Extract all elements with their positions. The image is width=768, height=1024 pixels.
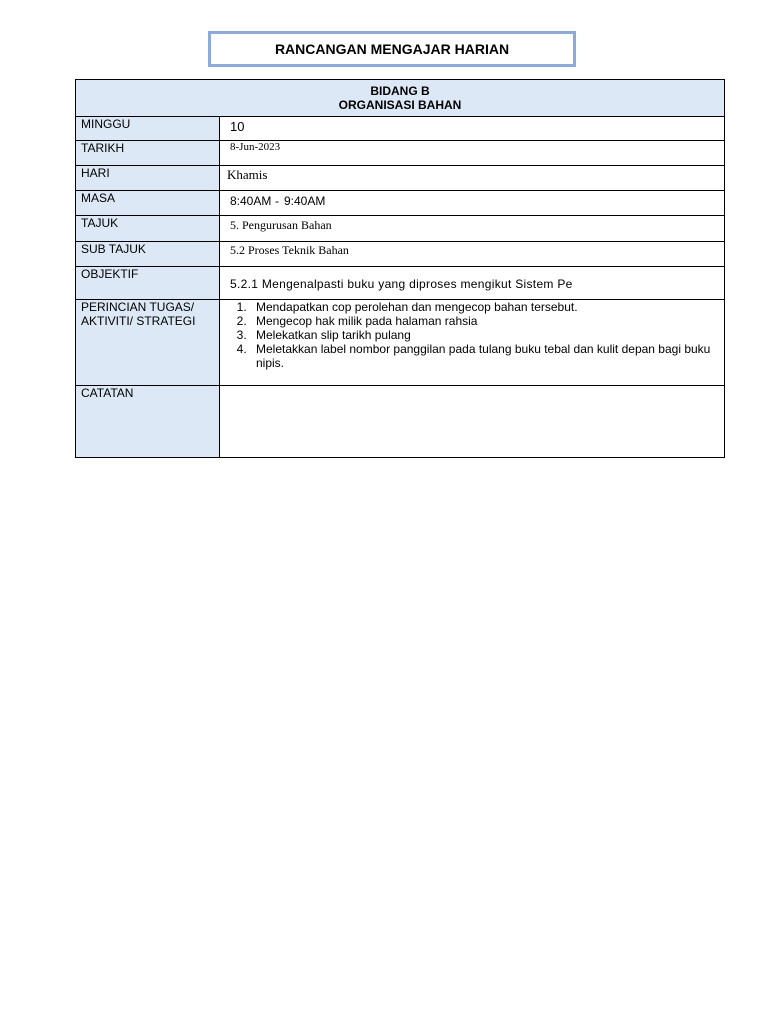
label-tarikh: TARIKH [76, 141, 220, 166]
label-objektif: OBJEKTIF [76, 267, 220, 300]
value-masa [220, 191, 725, 216]
table-header [76, 80, 725, 117]
label-catatan: CATATAN [76, 386, 220, 458]
label-tajuk: TAJUK [76, 216, 220, 242]
list-item: 2. Mengecop hak milik pada halaman rahsia [250, 314, 712, 328]
label-sub-tajuk: SUB TAJUK [76, 242, 220, 267]
list-item: 4. Meletakkan label nombor panggilan pada tulang buku tebal dan kulit depan bagi buku nipis. [250, 342, 712, 370]
value-hari: Khamis [220, 166, 725, 191]
value-tajuk-text: 5. Pengurusan Bahan [230, 218, 332, 232]
header-line-bidang: BIDANG B [370, 84, 430, 98]
label-perincian-line1: PERINCIAN TUGAS/ [81, 300, 195, 314]
row-hari [76, 166, 725, 191]
list-item: 1. Mendapatkan cop perolehan dan mengecop bahan tersebut. [250, 300, 712, 314]
row-catatan [76, 386, 725, 458]
masa-end: 9:40AM [284, 194, 326, 208]
value-minggu-text: 10 [230, 119, 245, 134]
value-perincian [220, 300, 725, 386]
value-minggu [220, 117, 725, 141]
label-perincian-line2: AKTIVITI/ STRATEGI [81, 314, 196, 328]
value-objektif-text: 5.2.1 Mengenalpasti buku yang diproses mengikut Sistem Pe [230, 277, 573, 291]
row-tajuk [76, 216, 725, 242]
value-objektif [220, 267, 725, 300]
header-line-organisasi: ORGANISASI BAHAN [338, 98, 462, 112]
value-sub-tajuk [220, 242, 725, 267]
masa-start: 8:40AM [230, 194, 272, 208]
page-title: RANCANGAN MENGAJAR HARIAN [208, 31, 576, 67]
masa-separator: - [275, 194, 279, 208]
task-list [220, 300, 724, 370]
label-masa: MASA [76, 191, 220, 216]
value-tarikh: 8-Jun-2023 [220, 141, 725, 166]
label-hari: HARI [76, 166, 220, 191]
list-item: 3. Melekatkan slip tarikh pulang [250, 328, 712, 342]
value-tajuk [220, 216, 725, 242]
label-perincian [76, 300, 220, 386]
value-sub-tajuk-text: 5.2 Proses Teknik Bahan [230, 243, 349, 257]
row-masa [76, 191, 725, 216]
value-catatan [220, 386, 725, 458]
label-minggu: MINGGU [76, 117, 220, 141]
table-header-row [76, 80, 725, 117]
lesson-plan-table [75, 79, 725, 458]
row-perincian [76, 300, 725, 386]
row-tarikh [76, 141, 725, 166]
row-objektif [76, 267, 725, 300]
row-sub-tajuk [76, 242, 725, 267]
row-minggu [76, 117, 725, 141]
